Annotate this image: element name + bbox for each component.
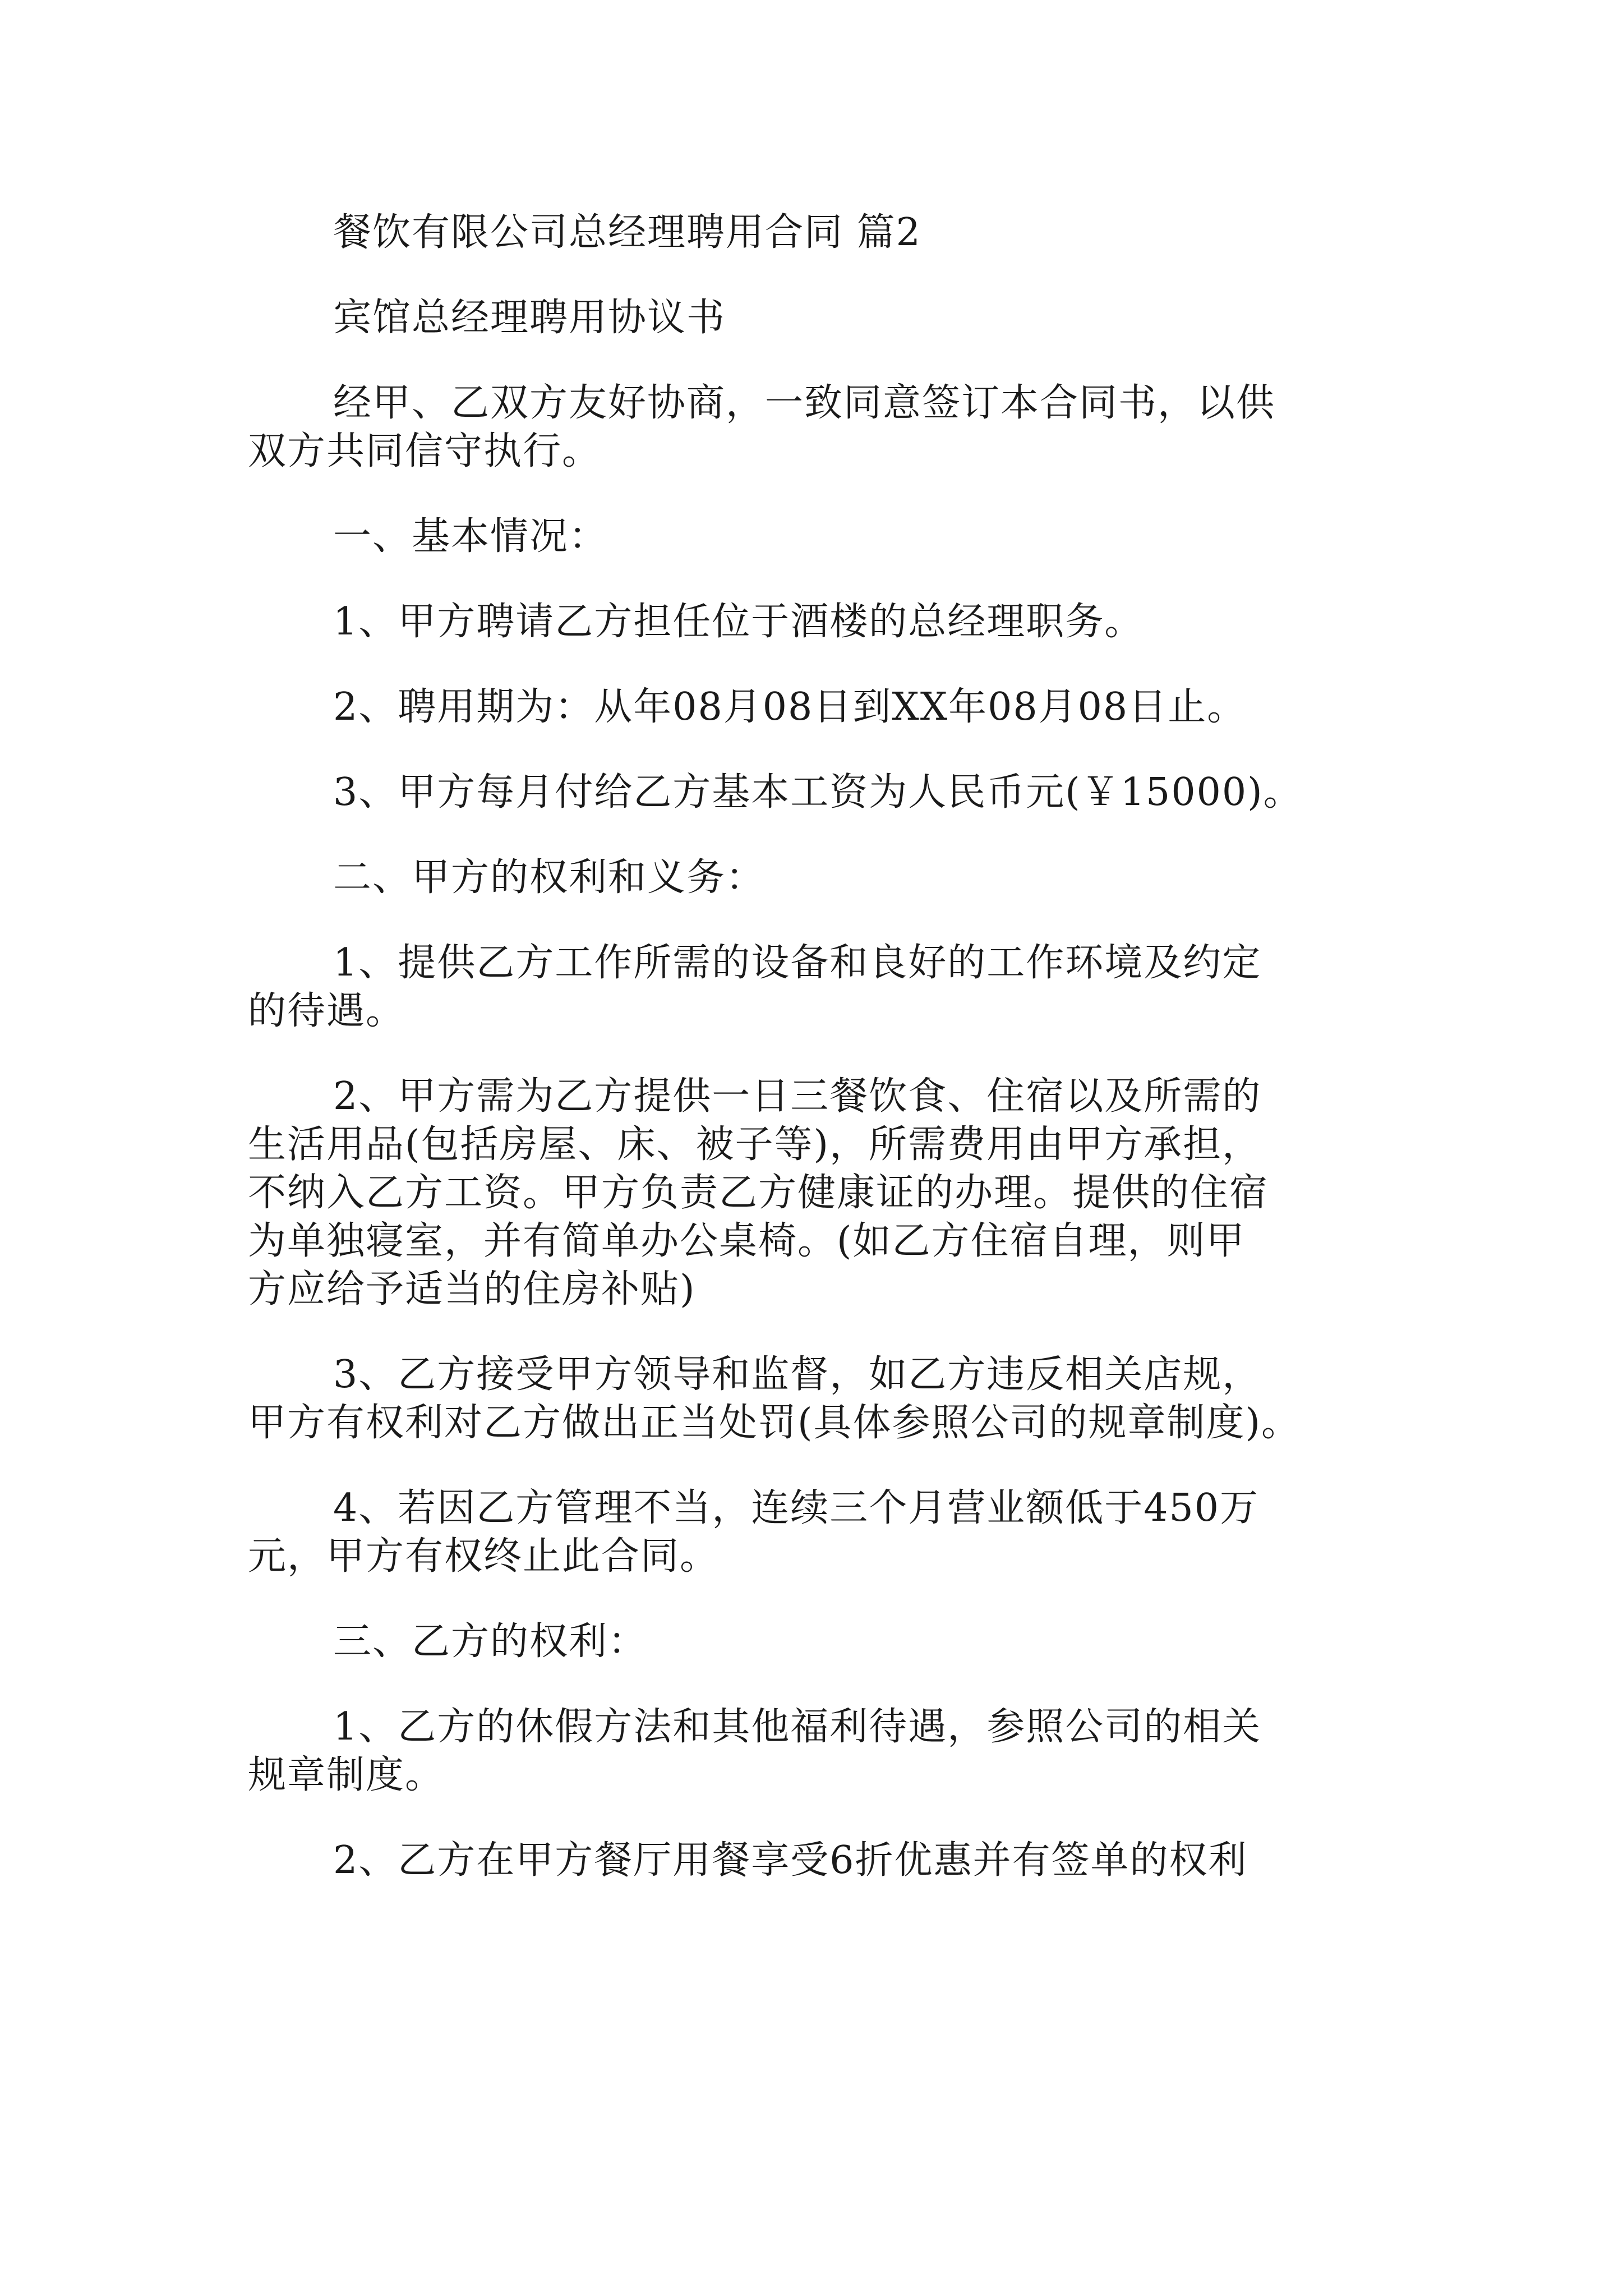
paragraph-line: 双方共同信守执行。 (248, 429, 602, 473)
paragraph-line: 生活用品(包括房屋、床、被子等)，所需费用由甲方承担， (248, 1122, 1262, 1167)
paragraph-line: 为单独寝室，并有简单办公桌椅。(如乙方住宿自理，则甲 (248, 1219, 1246, 1263)
paragraph-line: 元，甲方有权终止此合同。 (248, 1534, 720, 1579)
paragraph-line: 3、乙方接受甲方领导和监督，如乙方违反相关店规， (333, 1352, 1262, 1397)
paragraph-intro (248, 379, 1426, 476)
paragraph-line: 经甲、乙双方友好协商，一致同意签订本合同书，以供 (333, 381, 1276, 425)
document-subtitle: 宾馆总经理聘用协议书 (333, 296, 726, 340)
section-heading-basic: 一、基本情况： (333, 514, 608, 559)
paragraph-line: 甲方有权利对乙方做出正当处罚(具体参照公司的规章制度)。 (248, 1401, 1301, 1445)
clause-2-1 (248, 939, 1426, 1036)
paragraph-line: 的待遇。 (248, 989, 405, 1033)
clause-3-1 (248, 1703, 1426, 1800)
clause-2-4 (248, 1484, 1426, 1581)
clause-2-3 (248, 1351, 1426, 1447)
paragraph-line: 方应给予适当的住房补贴) (248, 1267, 696, 1312)
paragraph-line: 4、若因乙方管理不当，连续三个月营业额低于450万 (333, 1486, 1260, 1530)
paragraph-line: 1、乙方的休假方法和其他福利待遇，参照公司的相关 (333, 1705, 1262, 1749)
clause-1-2: 2、聘用期为：从年08月08日到XX年08月08日止。 (333, 685, 1247, 729)
paragraph-line: 不纳入乙方工资。甲方负责乙方健康证的办理。提供的住宿 (248, 1171, 1269, 1215)
clause-3-2: 2、乙方在甲方餐厅用餐享受6折优惠并有签单的权利 (333, 1838, 1248, 1883)
clause-1-1: 1、甲方聘请乙方担任位于酒楼的总经理职务。 (333, 600, 1144, 644)
paragraph-line: 规章制度。 (248, 1753, 445, 1797)
section-heading-party-b: 三、乙方的权利： (333, 1619, 648, 1664)
section-heading-party-a: 二、甲方的权利和义务： (333, 855, 766, 900)
clause-2-2 (248, 1073, 1426, 1314)
document-title: 餐饮有限公司总经理聘用合同 篇2 (333, 210, 921, 255)
paragraph-line: 1、提供乙方工作所需的设备和良好的工作环境及约定 (333, 941, 1262, 985)
clause-1-3: 3、甲方每月付给乙方基本工资为人民币元(￥15000)。 (333, 770, 1303, 815)
document-body (248, 209, 1426, 1885)
paragraph-line: 2、甲方需为乙方提供一日三餐饮食、住宿以及所需的 (333, 1074, 1262, 1119)
